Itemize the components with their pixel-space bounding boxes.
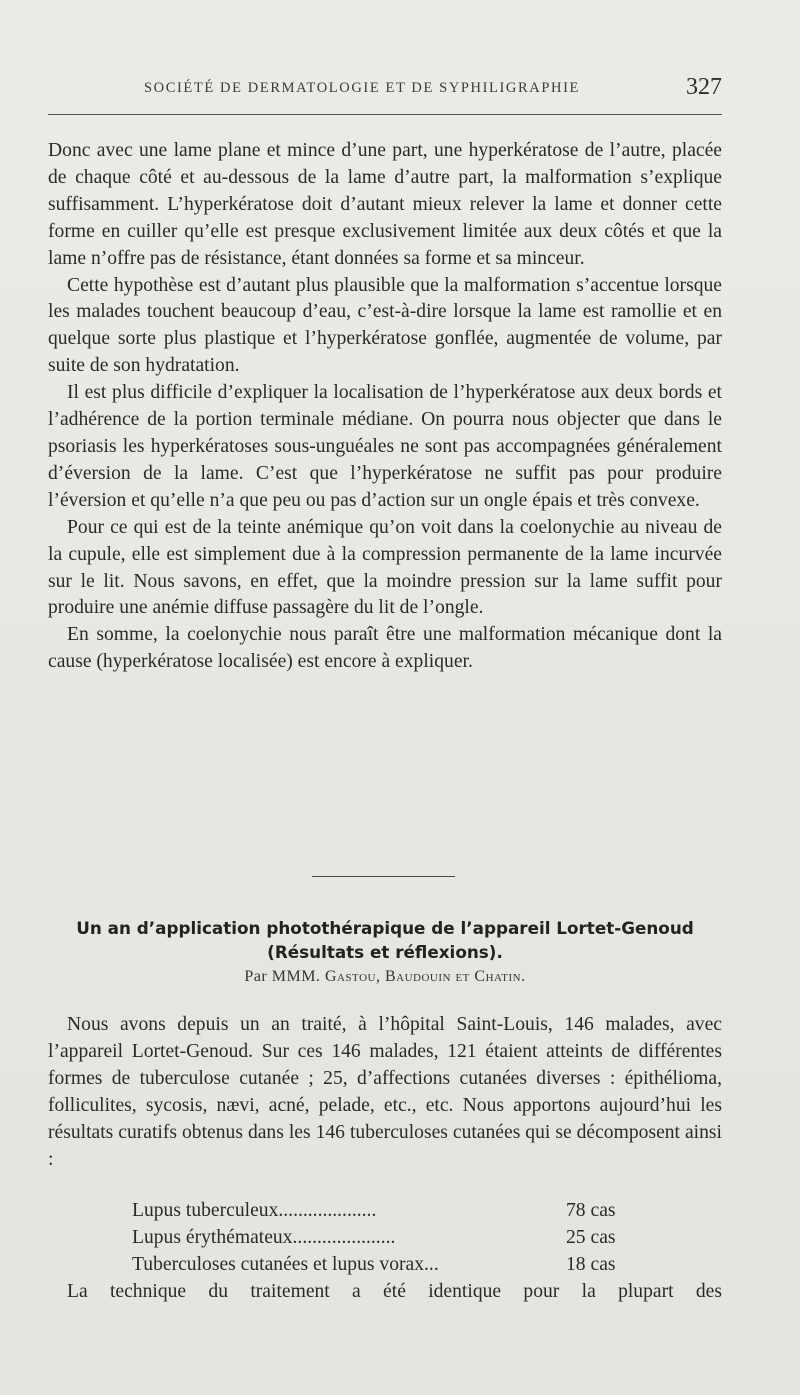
stat-leader: .....................	[292, 1226, 396, 1248]
stat-label: Tuberculoses cutanées et lupus vorax	[132, 1253, 425, 1275]
continuation-line: La technique du traitement a été identique pour la plupart des	[67, 1281, 722, 1302]
paragraph: Cette hypothèse est d’autant plus plausible que la malformation s’accentue lorsque les malades touchent beaucoup d’eau, c’est-à-dire lorsque la lame est ramollie et en quelque sorte plus plastique et l’hyperkératose gonflée, augmentée de volume, par suite de son hydratation.	[48, 274, 722, 377]
byline-prefix: Par MMM.	[244, 968, 321, 985]
header-rule	[48, 114, 722, 115]
paragraph: Nous avons depuis un an traité, à l’hôpital Saint-Louis, 146 malades, avec l’appareil Lortet-Genoud. Sur ces 146 malades, 121 étaient atteints de différentes formes de tuberculose cutanée ; 25, d’affections cutanées diverses : épithélioma, folliculites, sycosis, nævi, acné, pelade, etc., etc. Nous apportons aujourd’hui les résultats curatifs obtenus dans les 146 tuberculoses cutanées qui se décomposent ainsi :	[48, 1014, 722, 1170]
paragraph: Il est plus difficile d’expliquer la localisation de l’hyperkératose aux deux bords et l’adhérence de la portion terminale médiane. On pourra nous objecter que dans le psoriasis les hyperkératoses sous-unguéales ne sont pas accompagnées généralement d’éversion de la lame. C’est que l’hyperkératose ne suffit pas pour produire l’éversion et qu’elle n’a que peu ou pas d’action sur un ongle épais et très convexe.	[48, 382, 722, 511]
article-title	[48, 916, 722, 964]
page-number: 327	[686, 74, 722, 100]
stat-leader: ....................	[278, 1200, 377, 1221]
stat-value: 18 cas	[566, 1253, 616, 1275]
stat-row	[132, 1252, 652, 1279]
running-title: SOCIÉTÉ DE DERMATOLOGIE ET DE SYPHILIGRAPHIE	[144, 80, 580, 96]
article-title-line: Un an d’application photothérapique de l’appareil Lortet-Genoud	[76, 918, 694, 938]
article-subtitle: (Résultats et réflexions).	[267, 942, 503, 962]
section-separator	[312, 876, 455, 877]
stat-label: Lupus érythémateux	[132, 1226, 293, 1248]
article-intro	[48, 1012, 722, 1173]
stat-leader: ...	[424, 1253, 439, 1275]
running-head	[48, 74, 722, 104]
stat-value: 25 cas	[566, 1226, 616, 1248]
stat-row	[132, 1225, 652, 1252]
byline-authors: Gastou, Baudouin et Chatin.	[324, 968, 526, 985]
paragraph: En somme, la coelonychie nous paraît être une malformation mécanique dont la cause (hyperkératose localisée) est encore à expliquer.	[48, 624, 722, 673]
stat-row	[132, 1198, 652, 1225]
case-statistics	[132, 1198, 652, 1279]
stat-value: 78 cas	[566, 1200, 616, 1221]
section-coelonychie-discussion	[48, 138, 722, 676]
paragraph: Donc avec une lame plane et mince d’une part, une hyperkératose de l’autre, placée de chaque côté et au-dessous de la lame d’autre part, la malformation s’explique suffisamment. L’hyperkératose doit d’autant mieux relever la lame et donner cette forme en cuiller qu’elle est presque exclusivement limitée aux deux côtés et que la lame n’offre pas de résistance, étant données sa forme et sa minceur.	[48, 140, 722, 269]
byline	[48, 968, 722, 986]
paragraph: Pour ce qui est de la teinte anémique qu’on voit dans la coelonychie au niveau de la cupule, elle est simplement due à la compression permanente de la lame incurvée sur le lit. Nous savons, en effet, que la moindre pression sur la lame suffit pour produire une anémie diffuse passagère du lit de l’ongle.	[48, 516, 722, 619]
stat-label: Lupus tuberculeux	[132, 1200, 279, 1221]
